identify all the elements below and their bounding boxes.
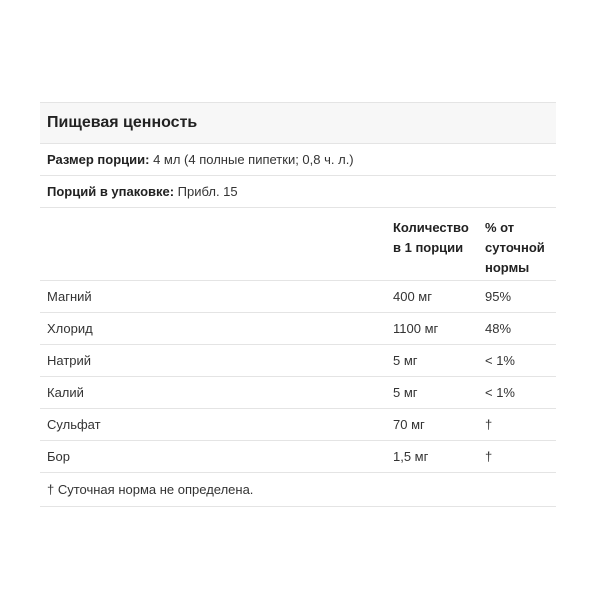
nutrient-row <box>40 281 556 313</box>
dv-header-line-3: нормы <box>485 260 530 275</box>
nutrition-facts-panel <box>40 102 556 507</box>
title-row <box>40 102 556 144</box>
servings-per-container-label: Порций в упаковке: <box>47 184 175 199</box>
nutrient-daily-value: † <box>485 449 493 464</box>
daily-value-header <box>485 218 555 278</box>
nutrient-row <box>40 409 556 441</box>
panel-title: Пищевая ценность <box>47 114 198 131</box>
nutrient-row <box>40 441 556 473</box>
nutrient-name: Бор <box>47 449 70 464</box>
servings-per-container-row <box>40 176 556 208</box>
nutrient-amount: 400 мг <box>393 289 432 304</box>
nutrient-name: Калий <box>47 385 84 400</box>
dv-header-line-2: суточной <box>485 240 545 255</box>
nutrient-amount: 1,5 мг <box>393 449 429 464</box>
nutrient-name: Магний <box>47 289 92 304</box>
serving-size-label: Размер порции: <box>47 152 150 167</box>
nutrient-daily-value: † <box>485 417 493 432</box>
nutrient-amount: 1100 мг <box>393 321 439 336</box>
nutrient-name: Сульфат <box>47 417 101 432</box>
nutrient-amount: 5 мг <box>393 353 418 368</box>
nutrient-daily-value: 95% <box>485 289 512 304</box>
nutrient-amount: 5 мг <box>393 385 418 400</box>
serving-size-row <box>40 144 556 176</box>
nutrient-daily-value: < 1% <box>485 353 515 368</box>
nutrient-name: Хлорид <box>47 321 93 336</box>
amount-per-serving-header <box>393 218 477 258</box>
nutrient-daily-value: < 1% <box>485 385 515 400</box>
footnote-row <box>40 473 556 507</box>
nutrient-row <box>40 313 556 345</box>
nutrient-name: Натрий <box>47 353 92 368</box>
amount-header-line-1: Количество <box>393 220 469 235</box>
nutrient-daily-value: 48% <box>485 321 512 336</box>
serving-size-value: 4 мл (4 полные пипетки; 0,8 ч. л.) <box>149 152 354 167</box>
nutrient-amount: 70 мг <box>393 417 425 432</box>
dv-header-line-1: % от <box>485 220 515 235</box>
nutrient-row <box>40 345 556 377</box>
footnote: † Суточная норма не определена. <box>47 482 254 497</box>
nutrient-row <box>40 377 556 409</box>
amount-header-line-2: в 1 порции <box>393 240 464 255</box>
servings-per-container-value: Прибл. 15 <box>174 184 238 199</box>
column-header-row <box>40 208 556 281</box>
